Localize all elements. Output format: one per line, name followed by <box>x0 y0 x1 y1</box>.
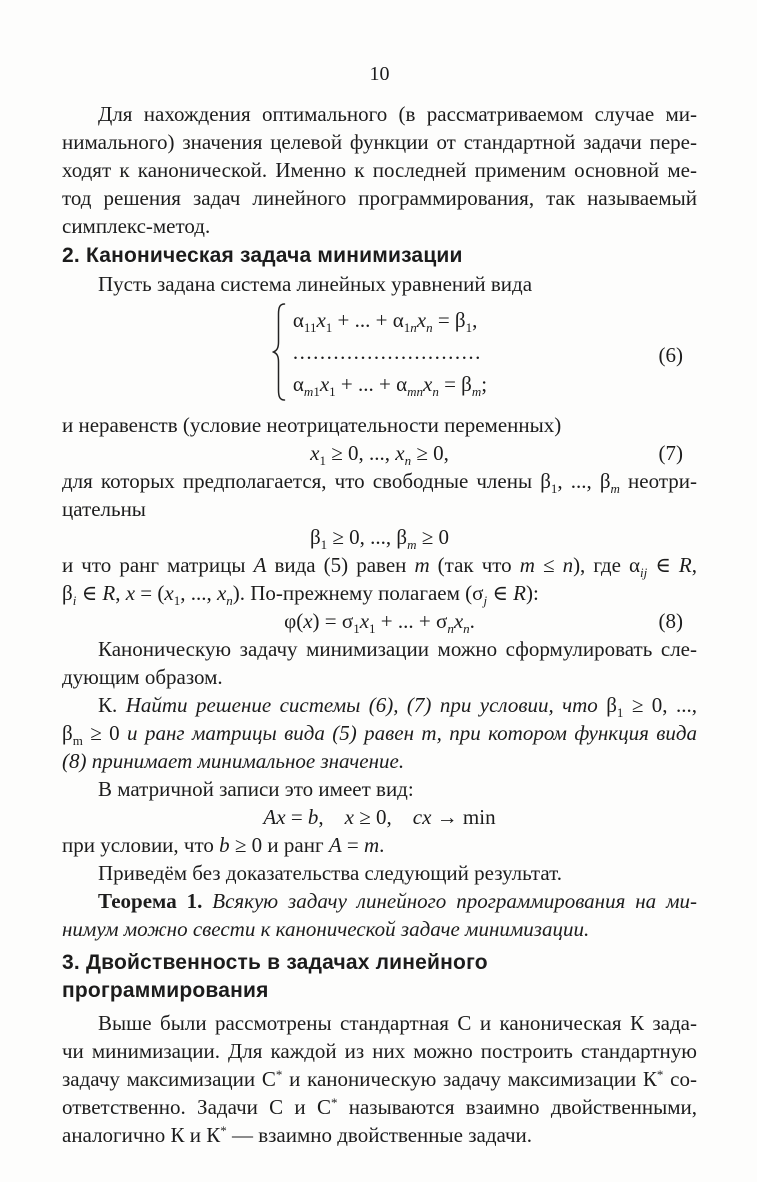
text-line: Каноническую задачу минимизации можно сформулировать сле- <box>98 637 697 661</box>
page-number: 10 <box>369 63 390 85</box>
text-line: $\beta_i$ ∈ R, $x = (x_1$, ..., $x_n$). По-прежнему полагаем ($\sigma_j$ ∈ R): <box>62 581 539 608</box>
text-line: нимум можно свести к канонической задаче минимизации. <box>62 917 590 941</box>
intro-paragraph <box>62 100 697 240</box>
section-3-heading: 3. Двойственность в задачах линейного программирования <box>62 951 488 1002</box>
equation-7 <box>62 439 697 467</box>
theorem-1 <box>62 887 697 943</box>
equation-8 <box>62 607 697 635</box>
system-brace-icon <box>272 302 286 402</box>
equation-number-6: (6) <box>658 342 683 367</box>
system-row: $\alpha_{m1}x_1$ + ... + $\alpha_{mn}x_n = \beta_m$; <box>292 372 488 399</box>
text-line: симплекс-метод. <box>62 214 211 238</box>
text-line: Выше были рассмотрены стандартная С и каноническая К зада- <box>98 1011 697 1035</box>
text-line: аналогично К и К* — взаимно двойственные задачи. <box>62 1123 533 1147</box>
text-line: (8) принимает минимальное значение. <box>62 749 405 773</box>
text-line: и неравенств (условие неотрицательности переменных) <box>62 413 562 437</box>
equation-number-8: (8) <box>658 609 683 633</box>
text-line: дующим образом. <box>62 665 223 689</box>
text-line: ответственно. Задачи С и С* называются взаимно двойственными, <box>62 1095 697 1119</box>
text-line: Пусть задана система линейных уравнений вида <box>98 272 533 296</box>
text-line: Теорема 1. Всякую задачу линейного программирования на ми- <box>98 889 697 913</box>
equation-body: $\varphi(x) = \sigma_1x_1$ + ... + $\sigma_nx_n$. <box>284 609 475 636</box>
dots-row: ............................ <box>292 340 482 364</box>
section-2-heading: 2. Каноническая задача минимизации <box>62 244 463 267</box>
text-line: при условии, что b ≥ 0 и ранг A = m. <box>62 833 385 857</box>
text-line: В матричной записи это имеет вид: <box>98 777 414 801</box>
matrix-equation: Ax = b, x ≥ 0, cx → min <box>263 805 496 829</box>
equation-number-7: (7) <box>658 441 683 465</box>
text-line: задачу максимизации С* и каноническую задачу максимизации К* со- <box>62 1067 697 1091</box>
text-line: Приведём без доказательства следующий результат. <box>98 861 562 885</box>
text-line: для которых предполагается, что свободные члены $\beta_1$, ..., $\beta_m$ неотри- <box>62 469 697 496</box>
system-row: $\alpha_{11}x_1$ + ... + $\alpha_{1n}x_n = \beta_1$, <box>292 308 478 335</box>
text-line: Для нахождения оптимального (в рассматриваемом случае ми- <box>98 102 697 126</box>
text-line: К. Найти решение системы (6), (7) при условии, что $\beta_1 \ge 0$, ..., <box>98 693 697 720</box>
equation-system-6 <box>62 302 697 407</box>
text-line: нимального) значения целевой функции от стандартной задачи пере- <box>62 130 697 154</box>
text-line: $\beta_m \ge 0$ и ранг матрицы вида (5) равен m, при котором функция вида <box>62 721 697 748</box>
text-line: и что ранг матрицы A вида (5) равен m (так что m ≤ n), где $\alpha_{ij}$ ∈ R, <box>62 553 697 580</box>
duality-paragraph <box>62 1009 697 1149</box>
text-line: тод решения задач линейного программирования, так называемый <box>62 186 697 210</box>
text-line: ходят к канонической. Именно к последней применим основной ме- <box>62 158 697 182</box>
equation-body: $x_1 \ge 0$, ..., $x_n \ge 0$, <box>310 441 449 468</box>
display-equation-beta: $\beta_1 \ge 0$, ..., $\beta_m \ge 0$ <box>309 525 450 552</box>
text-line: цательны <box>62 497 146 521</box>
problem-k-statement <box>62 691 697 775</box>
text-line: чи минимизации. Для каждой из них можно построить стандартную <box>62 1039 697 1063</box>
